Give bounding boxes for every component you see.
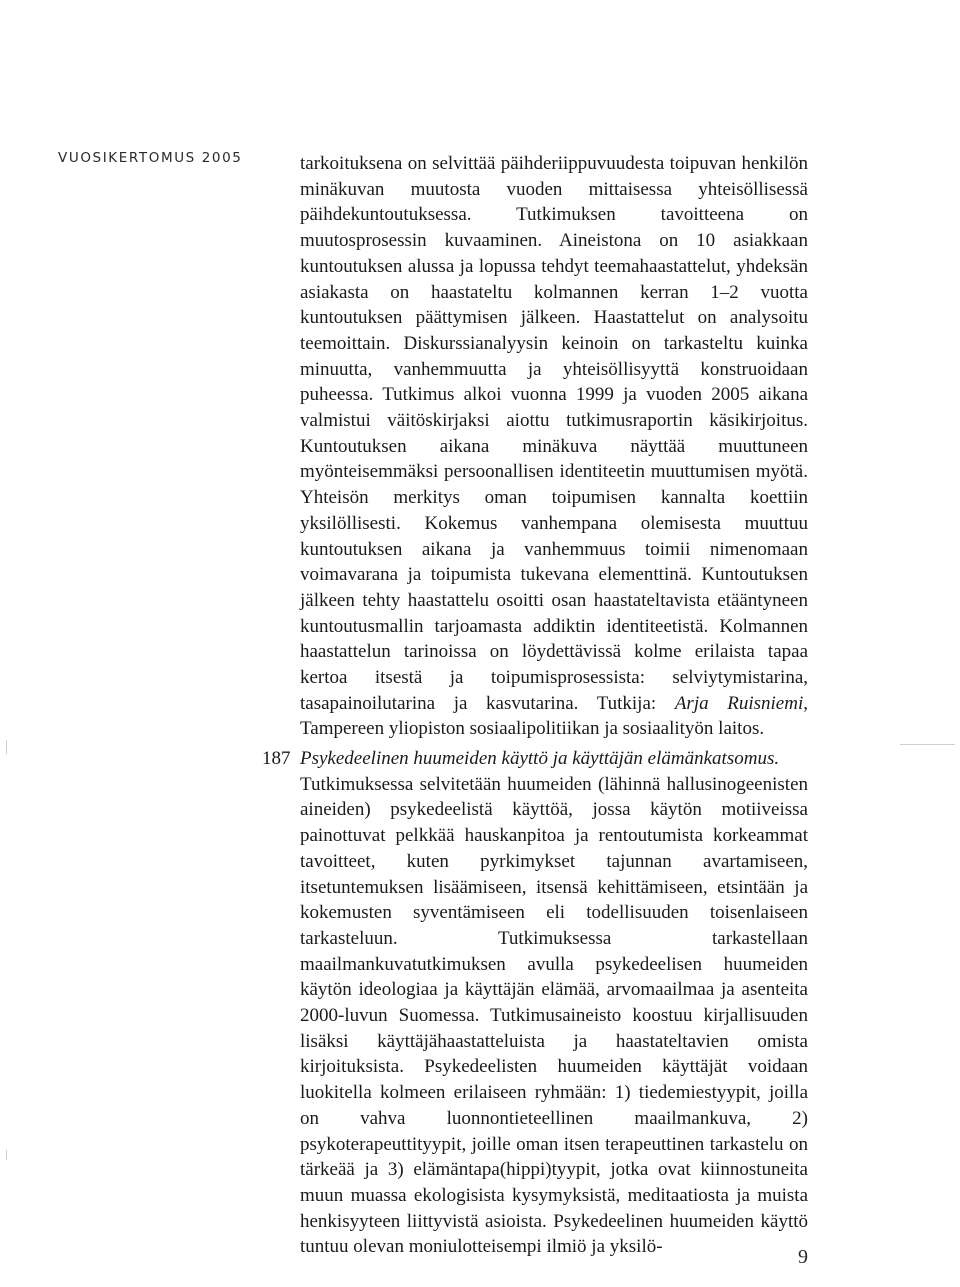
continuation-paragraph	[300, 151, 808, 742]
researcher-name: Arja Ruisniemi	[674, 692, 804, 714]
running-head: VUOSIKERTOMUS 2005	[58, 150, 243, 166]
page-number: 9	[798, 1246, 808, 1268]
scan-edge-mark	[900, 744, 955, 745]
scan-edge-mark	[6, 1150, 7, 1160]
entry-heading	[262, 746, 808, 772]
researcher-affiliation: , Tampereen yliopiston sosiaalipolitiikan ja sosiaalityön laitos.	[300, 692, 808, 740]
scan-edge-mark	[6, 740, 7, 754]
research-entry	[262, 746, 808, 1260]
continuation-text: tarkoituksena on selvittää päihderiippuvuudesta toipuvan henkilön minäkuvan muutosta vuoden mittaisessa yhteisöllisessä päihdekuntoutuksessa. Tutkimuksen tavoitteena on muutosprosessin kuvaaminen. Aineistona on 10 asiakkaan kuntoutuksen alussa ja lopussa tehdyt teemahaastattelut, yhdeksän asiakasta on haastateltu kolmannen kerran 1–2 vuotta kuntoutuksen päättymisen jälkeen. Haastattelut on analysoitu teemoittain. Diskurssianalyysin keinoin on tarkasteltu kuinka minuutta, vanhemmuutta ja yhteisöllisyyttä konstruoidaan puheessa. Tutkimus alkoi vuonna 1999 ja vuoden 2005 aikana valmistui väitöskirjaksi aiottu tutkimusraportin käsikirjoitus. Kuntoutuksen aikana minäkuva näyttää muuttuneen myönteisemmäksi persoonallisen identiteetin muuttumisen myötä. Yhteisön merkitys oman toipumisen kannalta koettiin yksilöllisesti. Kokemus vanhempana olemisesta muuttuu kuntoutuksen aikana ja vanhemmuus toimii nimenomaan voimavarana ja toipumista tukevana elementtinä. Kuntoutuksen jälkeen tehty haastattelu osoitti osan haastateltavista etääntyneen kuntoutusmallin tarjoamasta addiktin identiteetistä. Kolmannen haastattelun tarinoissa on löydettävissä kolme erilaista tapaa kertoa itsestä ja toipumisprosessista: selviytymistarina, tasapainoilutarina ja kasvutarina. Tutkija:	[300, 153, 808, 714]
entry-number: 187	[262, 748, 291, 769]
continuation-text-block	[300, 151, 808, 742]
entry-text: Tutkimuksessa selvitetään huumeiden (lähinnä hallusinogeenisten aineiden) psykedeelistä käyttöä, jossa käytön motiiveissa painottuvat pelkkää hauskanpitoa ja rentoutumista korkeammat tavoitteet, kuten pyrkimykset tajunnan avartamiseen, itsetuntemuksen lisäämiseen, itsensä kehittämiseen, etsintään ja kokemusten syventämiseen eli todellisuuden toisenlaiseen tarkasteluun. Tutkimuksessa tarkastellaan maailmankuvatutkimuksen avulla psykedeelisen huumeiden käytön ideologiaa ja käyttäjän elämää, arvomaailmaa ja asenteita 2000-luvun Suomessa. Tutkimusaineisto koostuu kirjallisuuden lisäksi käyttäjähaastatteluista ja haastateltavien omista kirjoituksista. Psykedeelisten huumeiden käyttäjät voidaan luokitella kolmeen erilaiseen ryhmään: 1) tiedemiestyypit, joilla on vahva luonnontieteellinen maailmankuva, 2) psykoterapeuttityypit, joille oman itsen terapeuttinen tarkastelu on tärkeää ja 3) elämäntapa(hippi)tyypit, jotka ovat kiinnostuneita muun muassa ekologisista kysymyksistä, meditaatiosta ja muista henkisyyteen liittyvistä asioista. Psykedeelinen huumeiden käyttö tuntuu olevan moniulotteisempi ilmiö ja yksilö-	[300, 773, 808, 1258]
entry-title: Psykedeelinen huumeiden käyttö ja käyttäjän elämänkatsomus.	[300, 748, 780, 769]
